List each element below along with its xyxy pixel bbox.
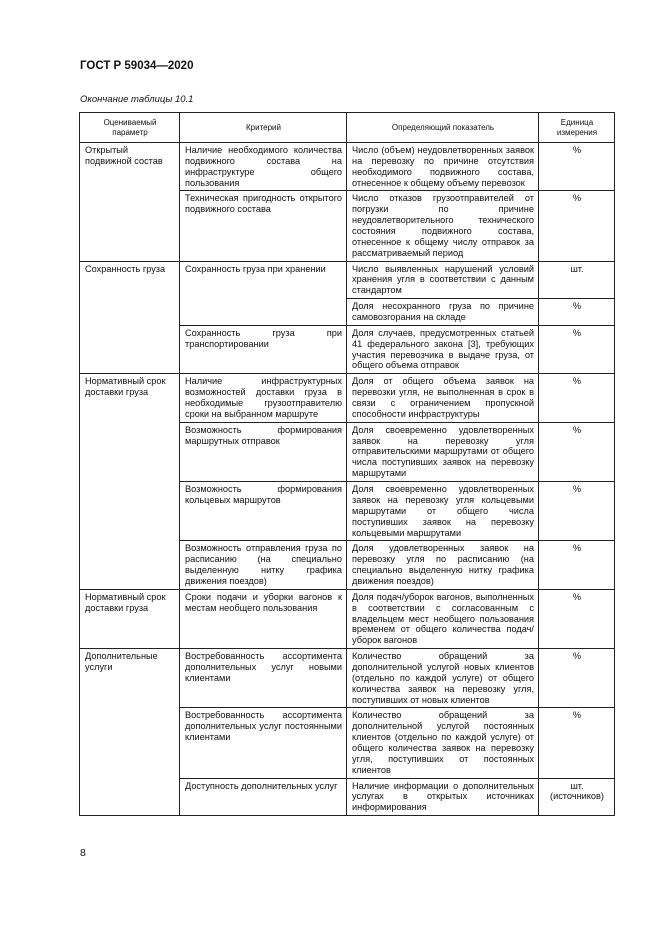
criterion-cell: Сохранность груза при хранении [180, 261, 347, 325]
criterion-cell: Доступность дополнительных услуг [180, 778, 347, 816]
criterion-cell: Востребованность ассортимента дополнительных услуг новыми клиентами [180, 649, 347, 708]
column-header: Критерий [180, 113, 347, 143]
unit-cell: % [539, 422, 615, 481]
parameter-cell: Открытый подвижной состав [80, 143, 180, 262]
unit-cell: % [539, 325, 615, 373]
unit-cell: % [539, 374, 615, 422]
table-row [80, 261, 615, 299]
table-row [80, 143, 615, 191]
column-header: Единица измерения [539, 113, 615, 143]
table-caption: Окончание таблицы 10.1 [80, 94, 194, 105]
indicator-cell: Доля случаев, предусмотренных статьей 41 федерального закона [3], требующих участия перевозчика в выдаче груза, от общего объема отправок [347, 325, 539, 373]
unit-cell: шт. (источников) [539, 778, 615, 816]
criterion-cell: Возможность отправления груза по расписанию (на специально выделенную нитку графика движения поездов) [180, 541, 347, 589]
criterion-cell: Наличие инфраструктурных возможностей доставки груза в необходимые грузоотправителю сроки на выбранном маршруте [180, 374, 347, 422]
indicator-cell: Доля своевременно удовлетворенных заявок на перевозку угля отправительскими маршрутами от общего числа поступивших заявок на перевозку маршрутами [347, 422, 539, 481]
criterion-cell: Сохранность груза при транспортировании [180, 325, 347, 373]
unit-cell: % [539, 299, 615, 326]
unit-cell: % [539, 649, 615, 708]
criterion-cell: Техническая пригодность открытого подвижного состава [180, 191, 347, 261]
table-row [80, 374, 615, 422]
indicator-cell: Доля подач/уборок вагонов, выполненных в соответствии с согласованным с владельцем мест необщего пользования временем от общего количества подач/уборок вагонов [347, 589, 539, 648]
indicator-cell: Доля от общего объема заявок на перевозки угля, не выполненная в срок в связи с ограничением пропускной способности инфраструктуры [347, 374, 539, 422]
table-header-row [80, 113, 615, 143]
document-header: ГОСТ Р 59034—2020 [80, 60, 194, 72]
parameter-cell: Нормативный срок доставки груза [80, 374, 180, 589]
indicator-cell: Число выявленных нарушений условий хранения угля в соответствии с данным стандартом [347, 261, 539, 299]
page-number: 8 [80, 847, 86, 859]
table-row [80, 649, 615, 708]
criterion-cell: Востребованность ассортимента дополнительных услуг постоянными клиентами [180, 708, 347, 778]
criterion-cell: Сроки подачи и уборки вагонов к местам необщего пользования [180, 589, 347, 648]
table-row [80, 589, 615, 648]
unit-cell: % [539, 191, 615, 261]
criterion-cell: Возможность формирования кольцевых маршрутов [180, 482, 347, 541]
indicator-cell: Наличие информации о дополнительных услугах в открытых источниках информирования [347, 778, 539, 816]
unit-cell: % [539, 143, 615, 191]
parameter-cell: Сохранность груза [80, 261, 180, 374]
column-header: Оцениваемый параметр [80, 113, 180, 143]
criterion-cell: Возможность формирования маршрутных отправок [180, 422, 347, 481]
unit-cell: шт. [539, 261, 615, 299]
indicator-cell: Число (объем) неудовлетворенных заявок на перевозку по причине отсутствия необходимого подвижного состава, отнесенное к общему объему перевозок [347, 143, 539, 191]
column-header: Определяющий показатель [347, 113, 539, 143]
criterion-cell: Наличие необходимого количества подвижного состава на инфраструктуре общего пользования [180, 143, 347, 191]
unit-cell: % [539, 541, 615, 589]
unit-cell: % [539, 589, 615, 648]
parameter-cell: Нормативный срок доставки груза [80, 589, 180, 648]
unit-cell: % [539, 482, 615, 541]
parameter-cell: Дополнительные услуги [80, 649, 180, 816]
indicator-cell: Доля своевременно удовлетворенных заявок на перевозку угля кольцевыми маршрутами от общего числа поступивших заявок на перевозку кольцевыми маршрутами [347, 482, 539, 541]
indicator-cell: Доля удовлетворенных заявок на перевозку угля по расписанию (на специально выделенную нитку графика движения поездов) [347, 541, 539, 589]
criteria-table [79, 112, 615, 816]
indicator-cell: Число отказов грузоотправителей от погрузки по причине неудовлетворительного технического состояния подвижного состава, отнесенное к общему числу отправок за рассматриваемый период [347, 191, 539, 261]
indicator-cell: Доля несохранного груза по причине самовозгорания на складе [347, 299, 539, 326]
unit-cell: % [539, 708, 615, 778]
indicator-cell: Количество обращений за дополнительной услугой постоянных клиентов (отдельно по каждой услуге) от общего количества заявок на перевозку угля, поступивших от постоянных клиентов [347, 708, 539, 778]
indicator-cell: Количество обращений за дополнительной услугой новых клиентов (отдельно по каждой услуге) от общего количества заявок на перевозку угля, поступивших от новых клиентов [347, 649, 539, 708]
